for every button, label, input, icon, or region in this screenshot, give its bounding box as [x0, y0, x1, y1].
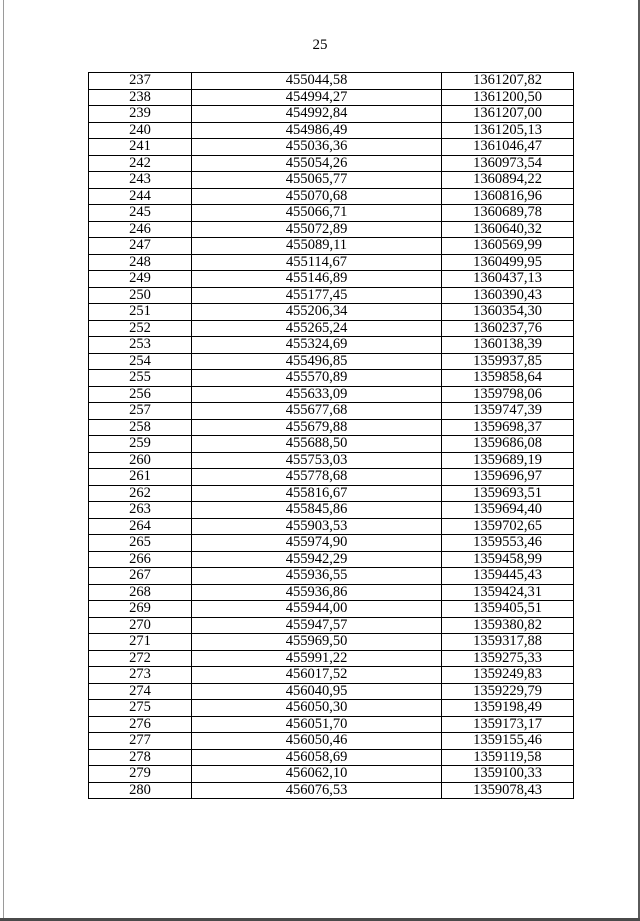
point-number-cell: 273 — [89, 667, 192, 684]
y-coordinate-cell: 1359689,19 — [442, 452, 574, 469]
y-coordinate-cell: 1359702,65 — [442, 518, 574, 535]
point-number-cell: 260 — [89, 452, 192, 469]
y-coordinate-cell: 1359173,17 — [442, 716, 574, 733]
table-row — [89, 155, 574, 172]
point-number-cell: 279 — [89, 766, 192, 783]
coordinates-table — [88, 72, 574, 799]
y-coordinate-cell: 1360816,96 — [442, 188, 574, 205]
table-row — [89, 254, 574, 271]
point-number-cell: 280 — [89, 782, 192, 799]
scan-left-edge — [3, 0, 4, 921]
y-coordinate-cell: 1360973,54 — [442, 155, 574, 172]
x-coordinate-cell: 455903,53 — [192, 518, 442, 535]
point-number-cell: 270 — [89, 617, 192, 634]
y-coordinate-cell: 1359155,46 — [442, 733, 574, 750]
point-number-cell: 252 — [89, 320, 192, 337]
table-row — [89, 419, 574, 436]
point-number-cell: 271 — [89, 634, 192, 651]
y-coordinate-cell: 1360499,95 — [442, 254, 574, 271]
y-coordinate-cell: 1359424,31 — [442, 584, 574, 601]
point-number-cell: 278 — [89, 749, 192, 766]
point-number-cell: 275 — [89, 700, 192, 717]
x-coordinate-cell: 455688,50 — [192, 436, 442, 453]
y-coordinate-cell: 1359693,51 — [442, 485, 574, 502]
x-coordinate-cell: 455114,67 — [192, 254, 442, 271]
point-number-cell: 249 — [89, 271, 192, 288]
x-coordinate-cell: 455324,69 — [192, 337, 442, 354]
y-coordinate-cell: 1359798,06 — [442, 386, 574, 403]
table-row — [89, 386, 574, 403]
point-number-cell: 242 — [89, 155, 192, 172]
table-row — [89, 716, 574, 733]
y-coordinate-cell: 1360894,22 — [442, 172, 574, 189]
point-number-cell: 266 — [89, 551, 192, 568]
x-coordinate-cell: 455942,29 — [192, 551, 442, 568]
table-row — [89, 205, 574, 222]
table-row — [89, 733, 574, 750]
x-coordinate-cell: 454992,84 — [192, 106, 442, 123]
x-coordinate-cell: 455089,11 — [192, 238, 442, 255]
y-coordinate-cell: 1360569,99 — [442, 238, 574, 255]
x-coordinate-cell: 455816,67 — [192, 485, 442, 502]
x-coordinate-cell: 455974,90 — [192, 535, 442, 552]
table-row — [89, 700, 574, 717]
y-coordinate-cell: 1359405,51 — [442, 601, 574, 618]
point-number-cell: 253 — [89, 337, 192, 354]
table-row — [89, 485, 574, 502]
x-coordinate-cell: 455072,89 — [192, 221, 442, 238]
coordinates-table-body — [89, 73, 574, 799]
y-coordinate-cell: 1360689,78 — [442, 205, 574, 222]
table-row — [89, 106, 574, 123]
x-coordinate-cell: 455936,86 — [192, 584, 442, 601]
x-coordinate-cell: 455036,36 — [192, 139, 442, 156]
x-coordinate-cell: 455679,88 — [192, 419, 442, 436]
y-coordinate-cell: 1359696,97 — [442, 469, 574, 486]
table-row — [89, 436, 574, 453]
table-row — [89, 221, 574, 238]
y-coordinate-cell: 1359458,99 — [442, 551, 574, 568]
point-number-cell: 274 — [89, 683, 192, 700]
table-row — [89, 73, 574, 90]
table-row — [89, 518, 574, 535]
point-number-cell: 257 — [89, 403, 192, 420]
x-coordinate-cell: 455753,03 — [192, 452, 442, 469]
page-number: 25 — [312, 37, 328, 53]
point-number-cell: 276 — [89, 716, 192, 733]
x-coordinate-cell: 455146,89 — [192, 271, 442, 288]
y-coordinate-cell: 1359380,82 — [442, 617, 574, 634]
table-row — [89, 601, 574, 618]
table-row — [89, 584, 574, 601]
table-row — [89, 238, 574, 255]
point-number-cell: 258 — [89, 419, 192, 436]
point-number-cell: 243 — [89, 172, 192, 189]
table-row — [89, 469, 574, 486]
x-coordinate-cell: 456050,46 — [192, 733, 442, 750]
y-coordinate-cell: 1360437,13 — [442, 271, 574, 288]
y-coordinate-cell: 1361205,13 — [442, 122, 574, 139]
point-number-cell: 245 — [89, 205, 192, 222]
table-row — [89, 452, 574, 469]
point-number-cell: 244 — [89, 188, 192, 205]
table-row — [89, 749, 574, 766]
x-coordinate-cell: 455677,68 — [192, 403, 442, 420]
table-row — [89, 502, 574, 519]
table-row — [89, 172, 574, 189]
point-number-cell: 251 — [89, 304, 192, 321]
table-row — [89, 89, 574, 106]
point-number-cell: 265 — [89, 535, 192, 552]
y-coordinate-cell: 1359119,58 — [442, 749, 574, 766]
y-coordinate-cell: 1359937,85 — [442, 353, 574, 370]
y-coordinate-cell: 1359747,39 — [442, 403, 574, 420]
point-number-cell: 259 — [89, 436, 192, 453]
table-row — [89, 535, 574, 552]
point-number-cell: 240 — [89, 122, 192, 139]
x-coordinate-cell: 455265,24 — [192, 320, 442, 337]
point-number-cell: 264 — [89, 518, 192, 535]
x-coordinate-cell: 455991,22 — [192, 650, 442, 667]
point-number-cell: 261 — [89, 469, 192, 486]
y-coordinate-cell: 1359078,43 — [442, 782, 574, 799]
y-coordinate-cell: 1360640,32 — [442, 221, 574, 238]
x-coordinate-cell: 455065,77 — [192, 172, 442, 189]
point-number-cell: 238 — [89, 89, 192, 106]
table-row — [89, 287, 574, 304]
y-coordinate-cell: 1359249,83 — [442, 667, 574, 684]
point-number-cell: 248 — [89, 254, 192, 271]
table-row — [89, 650, 574, 667]
x-coordinate-cell: 455845,86 — [192, 502, 442, 519]
table-row — [89, 551, 574, 568]
point-number-cell: 262 — [89, 485, 192, 502]
y-coordinate-cell: 1361207,00 — [442, 106, 574, 123]
table-row — [89, 782, 574, 799]
table-row — [89, 403, 574, 420]
y-coordinate-cell: 1359694,40 — [442, 502, 574, 519]
y-coordinate-cell: 1359686,08 — [442, 436, 574, 453]
table-row — [89, 667, 574, 684]
table-row — [89, 766, 574, 783]
y-coordinate-cell: 1360354,30 — [442, 304, 574, 321]
x-coordinate-cell: 454994,27 — [192, 89, 442, 106]
point-number-cell: 247 — [89, 238, 192, 255]
point-number-cell: 254 — [89, 353, 192, 370]
y-coordinate-cell: 1359553,46 — [442, 535, 574, 552]
x-coordinate-cell: 455969,50 — [192, 634, 442, 651]
x-coordinate-cell: 455206,34 — [192, 304, 442, 321]
y-coordinate-cell: 1360138,39 — [442, 337, 574, 354]
point-number-cell: 237 — [89, 73, 192, 90]
point-number-cell: 277 — [89, 733, 192, 750]
x-coordinate-cell: 455944,00 — [192, 601, 442, 618]
x-coordinate-cell: 456017,52 — [192, 667, 442, 684]
point-number-cell: 246 — [89, 221, 192, 238]
table-row — [89, 683, 574, 700]
y-coordinate-cell: 1359858,64 — [442, 370, 574, 387]
point-number-cell: 267 — [89, 568, 192, 585]
table-row — [89, 353, 574, 370]
point-number-cell: 256 — [89, 386, 192, 403]
table-row — [89, 617, 574, 634]
x-coordinate-cell: 455947,57 — [192, 617, 442, 634]
y-coordinate-cell: 1359317,88 — [442, 634, 574, 651]
point-number-cell: 263 — [89, 502, 192, 519]
table-row — [89, 139, 574, 156]
x-coordinate-cell: 456051,70 — [192, 716, 442, 733]
x-coordinate-cell: 455633,09 — [192, 386, 442, 403]
x-coordinate-cell: 455936,55 — [192, 568, 442, 585]
x-coordinate-cell: 455778,68 — [192, 469, 442, 486]
table-row — [89, 634, 574, 651]
table-row — [89, 337, 574, 354]
y-coordinate-cell: 1359198,49 — [442, 700, 574, 717]
table-row — [89, 271, 574, 288]
x-coordinate-cell: 456058,69 — [192, 749, 442, 766]
x-coordinate-cell: 456050,30 — [192, 700, 442, 717]
table-row — [89, 320, 574, 337]
point-number-cell: 250 — [89, 287, 192, 304]
x-coordinate-cell: 456040,95 — [192, 683, 442, 700]
y-coordinate-cell: 1360237,76 — [442, 320, 574, 337]
y-coordinate-cell: 1359698,37 — [442, 419, 574, 436]
x-coordinate-cell: 455066,71 — [192, 205, 442, 222]
table-row — [89, 188, 574, 205]
point-number-cell: 239 — [89, 106, 192, 123]
y-coordinate-cell: 1359229,79 — [442, 683, 574, 700]
point-number-cell: 272 — [89, 650, 192, 667]
x-coordinate-cell: 455070,68 — [192, 188, 442, 205]
table-row — [89, 304, 574, 321]
point-number-cell: 255 — [89, 370, 192, 387]
x-coordinate-cell: 455054,26 — [192, 155, 442, 172]
point-number-cell: 268 — [89, 584, 192, 601]
x-coordinate-cell: 456062,10 — [192, 766, 442, 783]
x-coordinate-cell: 455570,89 — [192, 370, 442, 387]
table-row — [89, 568, 574, 585]
x-coordinate-cell: 456076,53 — [192, 782, 442, 799]
point-number-cell: 269 — [89, 601, 192, 618]
x-coordinate-cell: 454986,49 — [192, 122, 442, 139]
x-coordinate-cell: 455044,58 — [192, 73, 442, 90]
y-coordinate-cell: 1361200,50 — [442, 89, 574, 106]
y-coordinate-cell: 1359275,33 — [442, 650, 574, 667]
y-coordinate-cell: 1361207,82 — [442, 73, 574, 90]
x-coordinate-cell: 455177,45 — [192, 287, 442, 304]
point-number-cell: 241 — [89, 139, 192, 156]
x-coordinate-cell: 455496,85 — [192, 353, 442, 370]
table-row — [89, 122, 574, 139]
table-row — [89, 370, 574, 387]
y-coordinate-cell: 1360390,43 — [442, 287, 574, 304]
y-coordinate-cell: 1359445,43 — [442, 568, 574, 585]
y-coordinate-cell: 1361046,47 — [442, 139, 574, 156]
y-coordinate-cell: 1359100,33 — [442, 766, 574, 783]
